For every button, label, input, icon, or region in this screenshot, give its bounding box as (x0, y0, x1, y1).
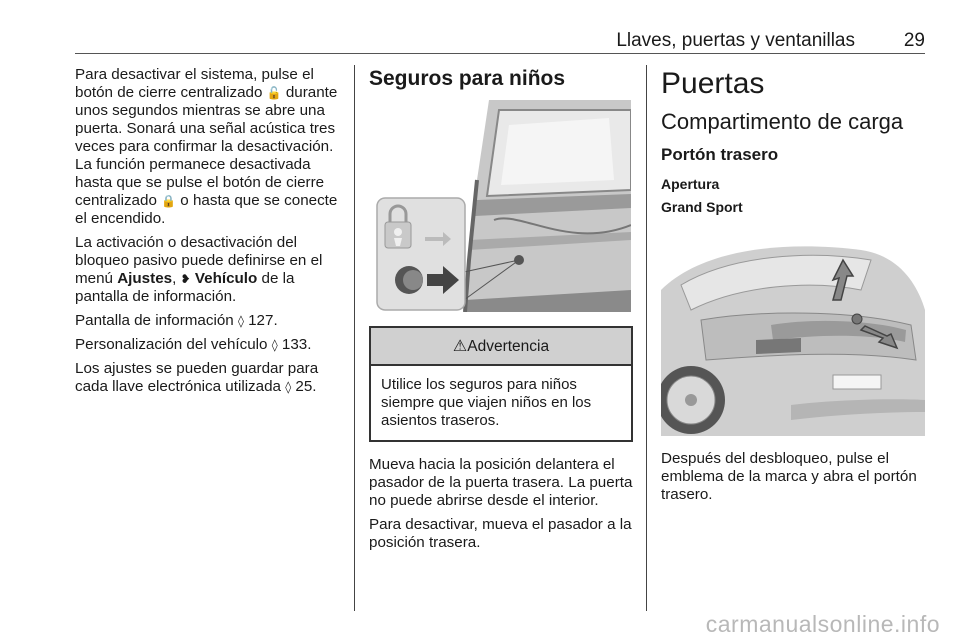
page-ref-icon: ◊ (271, 338, 278, 352)
subsection-title: Portón trasero (661, 145, 779, 164)
header-rule (75, 53, 925, 54)
paragraph: Mueva hacia la posición delantera el pasador de la puerta trasera. La puerta no puede abrirse desde el interior. (369, 456, 633, 509)
child-lock-illustration (369, 100, 631, 312)
column-divider (354, 65, 355, 611)
page-ref-icon: ◊ (237, 314, 244, 328)
tailgate-illustration (661, 230, 925, 436)
warning-header (371, 328, 631, 366)
menu-arrow-icon: ❥ (180, 272, 191, 286)
watermark: carmanualsonline.info (705, 611, 940, 637)
warning-box (369, 326, 633, 442)
paragraph: La activación o desactivación del bloqueo pasivo puede definirse en el menú Ajustes, ❥ Vehículo de la pantalla de información. (75, 234, 323, 305)
chapter-title: Puertas (661, 67, 765, 100)
section-heading: Seguros para niños (369, 67, 566, 90)
label-apertura: Apertura (661, 176, 720, 192)
lock-icon: 🔒 (161, 194, 177, 208)
unlock-icon: 🔓 (266, 86, 282, 100)
column-2 (369, 66, 633, 558)
page-header (75, 30, 925, 52)
warning-text: Utilice los seguros para niños siempre que viajen niños en los asientos traseros. (381, 376, 592, 429)
paragraph: Para desactivar, mueva el pasador a la posición trasera. (369, 516, 632, 551)
paragraph: Después del desbloqueo, pulse el emblema de la marca y abra el portón trasero. (661, 450, 917, 503)
column-1 (75, 66, 343, 402)
page-ref-icon: ◊ (285, 380, 292, 394)
column-3 (661, 66, 927, 510)
header-title: Llaves, puertas y ventanillas (616, 30, 855, 51)
paragraph: Los ajustes se pueden guardar para cada llave electrónica utilizada ◊ 25. (75, 360, 319, 395)
warning-title: Advertencia (467, 338, 550, 355)
label-model: Grand Sport (661, 199, 743, 215)
paragraph: Personalización del vehículo ◊ 133. (75, 336, 312, 353)
paragraph: Pantalla de información ◊ 127. (75, 312, 278, 329)
page-number: 29 (903, 30, 925, 51)
section-title: Compartimento de carga (661, 109, 904, 134)
warning-icon: ⚠ (452, 336, 468, 355)
column-divider (646, 65, 647, 611)
paragraph: Para desactivar el sistema, pulse el botón de cierre centralizado 🔓 durante unos segundos mientras se abre una puerta. Sonará una señal acústica tres veces para confirmar la desactivación. La función permanece desactivada hasta que se pulse el botón de cierre centralizado 🔒 o hasta que se conecte el encendido. (75, 66, 338, 227)
